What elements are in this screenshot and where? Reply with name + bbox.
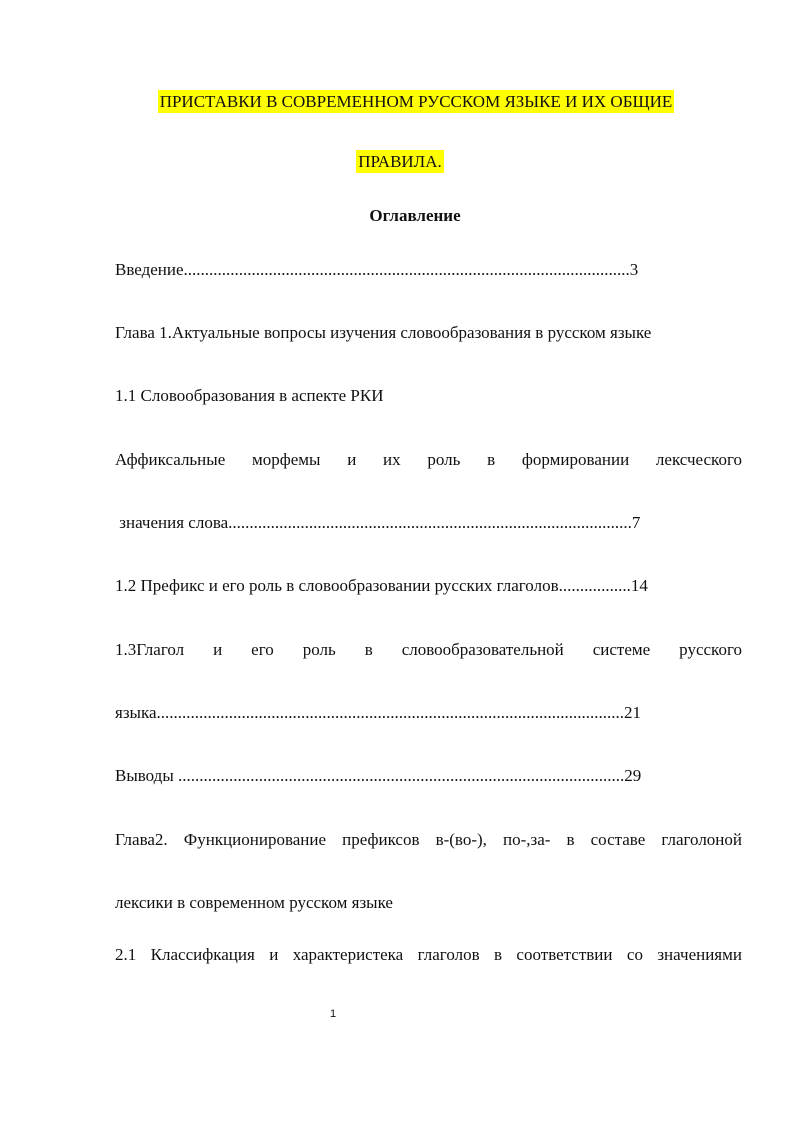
title-line-1 bbox=[16, 92, 800, 112]
toc-line-language: языка..............................................................................................................21 bbox=[115, 703, 642, 722]
toc-line-1-1: 1.1 Словообразования в аспекте РКИ bbox=[115, 386, 384, 405]
toc-line-chapter-1: Глава 1.Актуальные вопросы изучения словообразования в русском языке bbox=[115, 323, 652, 342]
toc-line-2-1: 2.1 Классифкация и характеристека глаголов в соответствии со значениями bbox=[115, 945, 742, 964]
toc-heading: Оглавление bbox=[369, 206, 461, 225]
page-number: 1 bbox=[330, 1008, 337, 1020]
toc-line-chapter-2: Глава2. Функционирование префиксов в-(во-), по-,за- в составе глаголоной bbox=[115, 830, 742, 849]
highlighted-title-text-1: ПРИСТАВКИ В СОВРЕМЕННОМ РУССКОМ ЯЗЫКЕ И ИХ ОБЩИЕ bbox=[159, 92, 673, 111]
highlighted-title-text-2: ПРАВИЛА. bbox=[358, 152, 442, 171]
title-line-2 bbox=[0, 152, 800, 172]
toc-line-word-meaning: значения слова...............................................................................................7 bbox=[115, 513, 641, 532]
toc-line-affixal-morphemes: Аффиксальные морфемы и их роль в формировании лексческого bbox=[115, 450, 742, 469]
toc-line-conclusions: Выводы .........................................................................................................29 bbox=[115, 766, 642, 785]
toc-line-lexicon: лексики в современном русском языке bbox=[115, 893, 393, 912]
toc-line-1-3: 1.3Глагол и его роль в словообразовательной системе русского bbox=[115, 640, 742, 659]
toc-line-1-2: 1.2 Префикс и его роль в словообразовании русских глаголов.................14 bbox=[115, 576, 648, 595]
toc-line-intro: Введение.........................................................................................................3 bbox=[115, 260, 639, 279]
